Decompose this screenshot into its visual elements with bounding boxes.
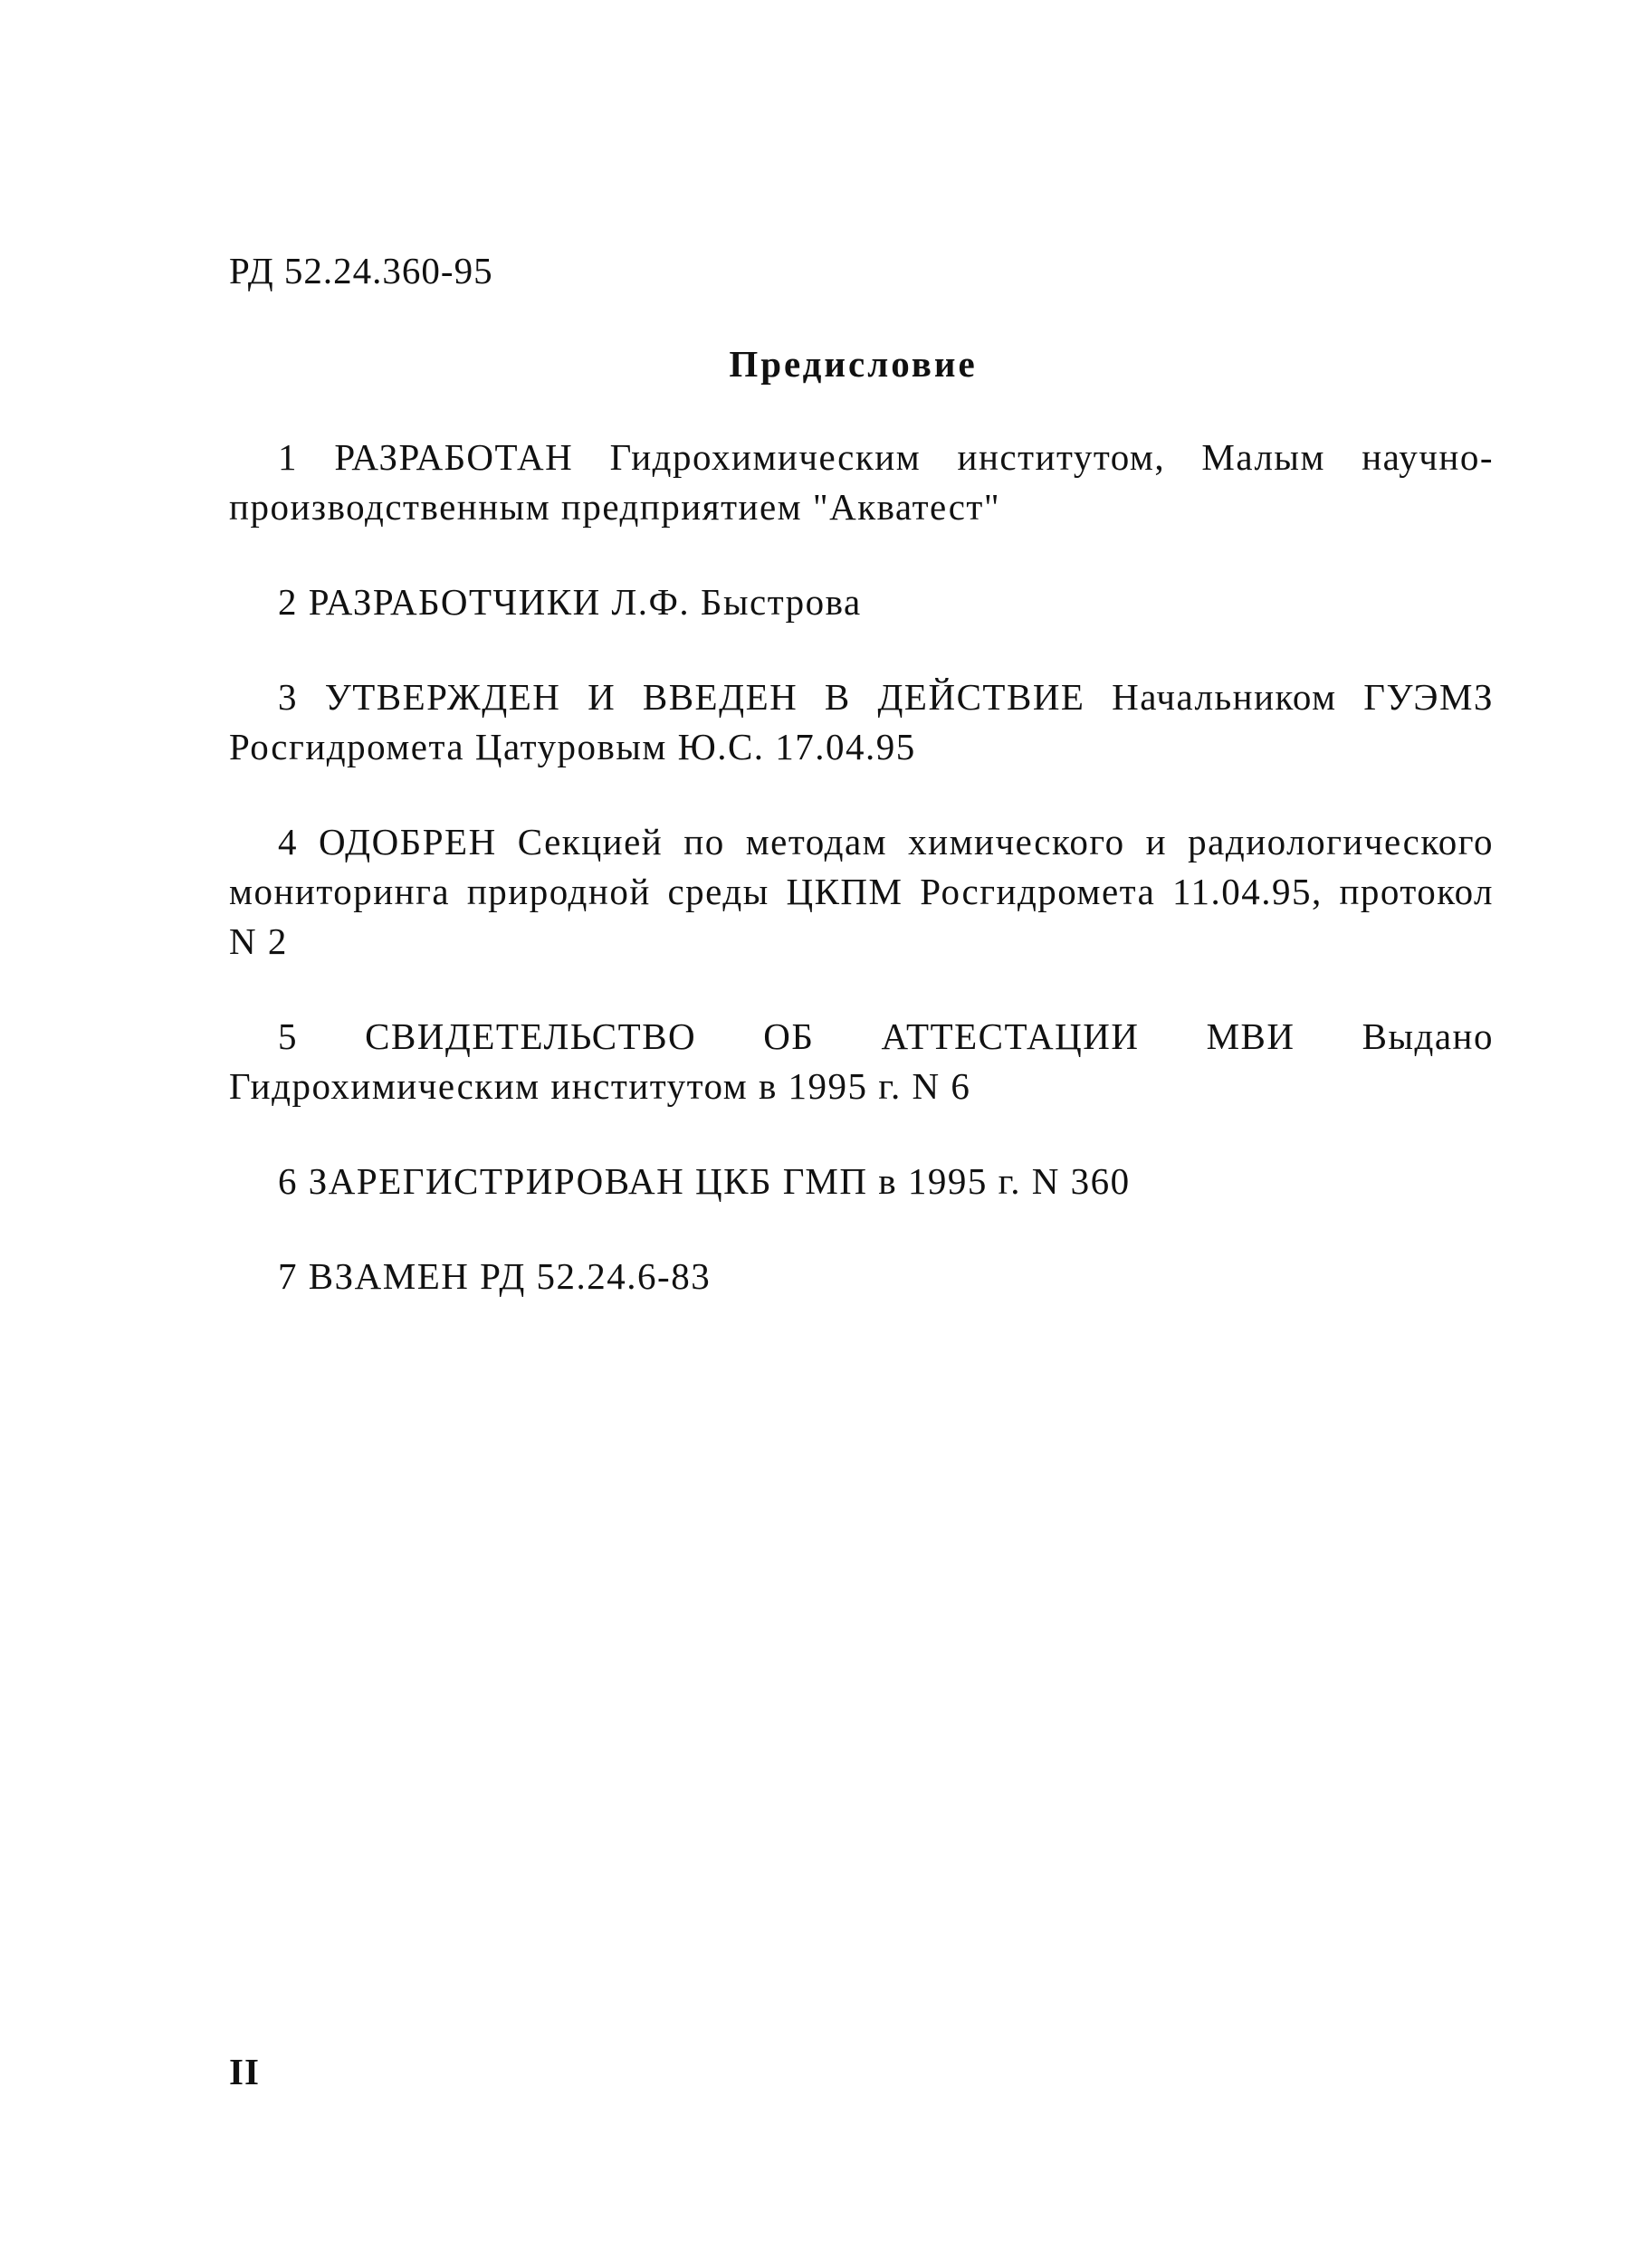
page-title: Предисловие	[729, 343, 978, 385]
preface-item-3: 3 УТВЕРЖДЕН И ВВЕДЕН В ДЕЙСТВИЕ Начальником ГУЭМЗ Росгидромета Цатуровым Ю.С. 17.04.95	[229, 676, 1494, 767]
preface-item-6: 6 ЗАРЕГИСТРИРОВАН ЦКБ ГМП в 1995 г. N 360	[278, 1160, 1131, 1202]
page-number: II	[229, 2051, 260, 2092]
preface-item-7: 7 ВЗАМЕН РД 52.24.6-83	[278, 1255, 712, 1297]
preface-list	[229, 433, 1494, 1347]
preface-item-1: 1 РАЗРАБОТАН Гидрохимическим институтом, Малым научно-производственным предприятием "Акватест"	[229, 436, 1494, 528]
preface-item-2: 2 РАЗРАБОТЧИКИ Л.Ф. Быстрова	[278, 581, 862, 623]
document-code: РД 52.24.360-95	[229, 250, 493, 291]
preface-item-4: 4 ОДОБРЕН Секцией по методам химического и радиологического мониторинга природной среды ЦКПМ Росгидромета 11.04.95, протокол N 2	[229, 821, 1494, 962]
preface-item-5: 5 СВИДЕТЕЛЬСТВО ОБ АТТЕСТАЦИИ МВИ Выдано Гидрохимическим институтом в 1995 г. N 6	[229, 1015, 1494, 1107]
